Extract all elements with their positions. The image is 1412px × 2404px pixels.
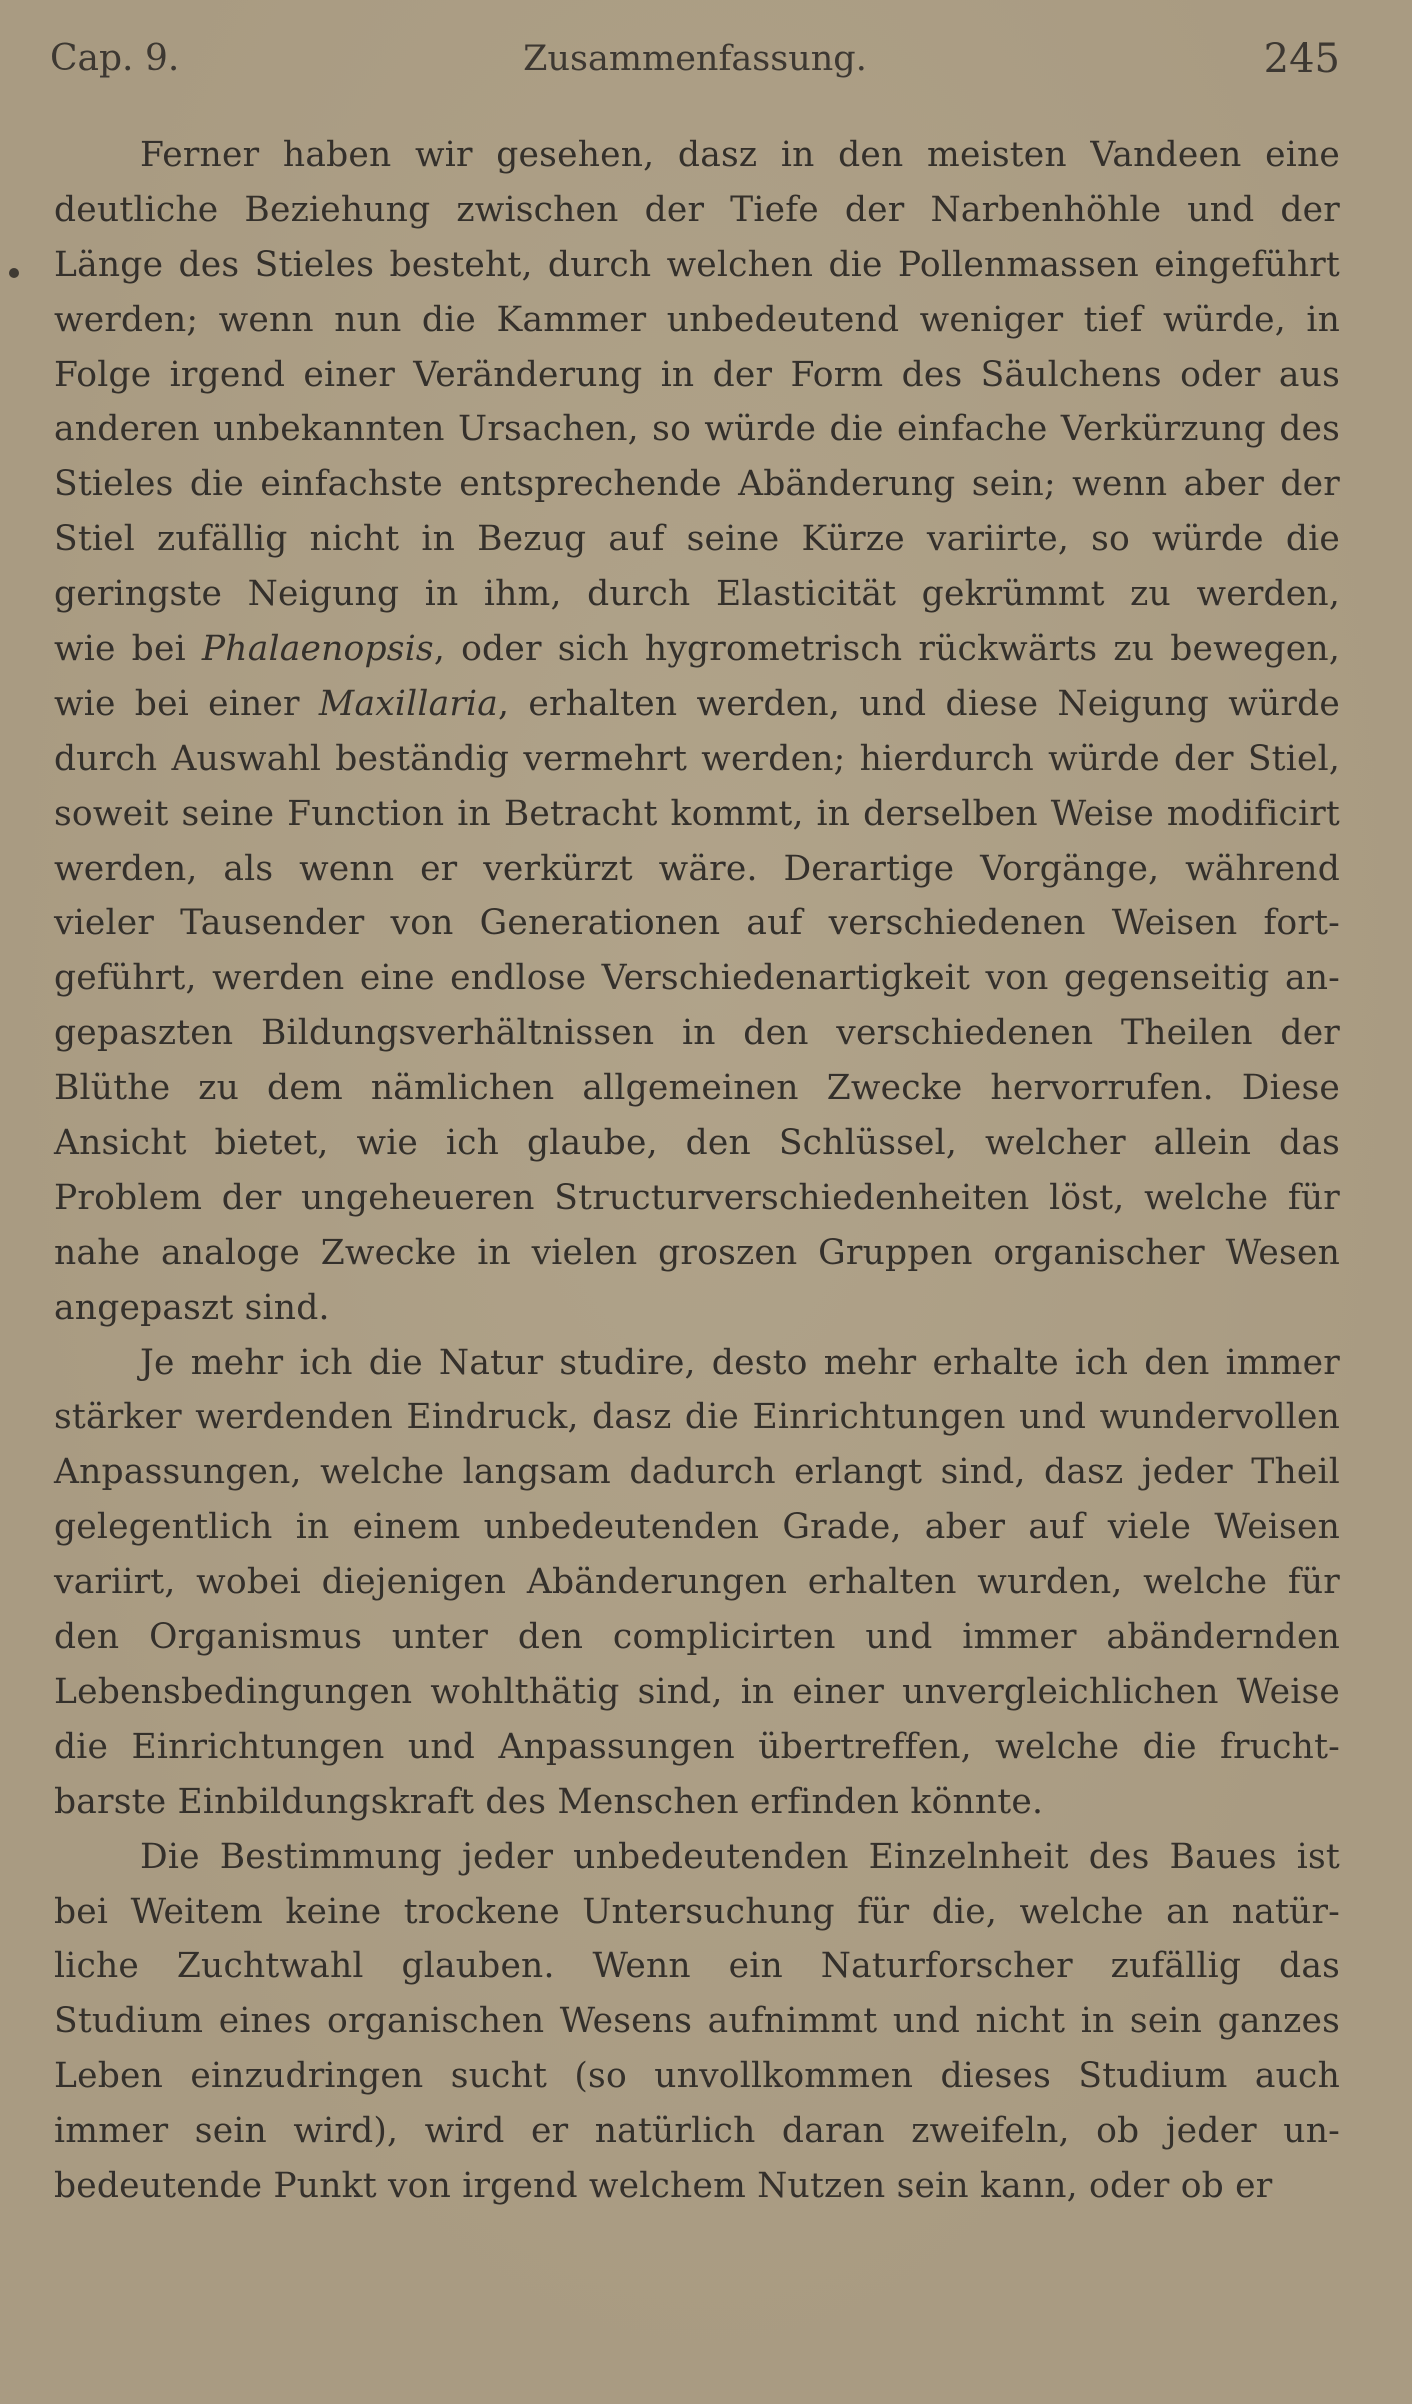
text-line: wie bei Phalaenopsis, oder sich hygrometrisch rückwärts zu bewegen, bbox=[54, 629, 1340, 670]
paragraph bbox=[54, 1830, 1340, 2214]
text-line: durch Auswahl beständig vermehrt werden; hierdurch würde der Stiel, bbox=[54, 738, 1340, 779]
text-line: Länge des Stieles besteht, durch welchen die Pollenmassen eingeführt bbox=[54, 244, 1340, 285]
text-line: Blüthe zu dem nämlichen allgemeinen Zwecke hervorrufen. Diese bbox=[54, 1068, 1340, 1109]
italic-term: Maxillaria bbox=[318, 683, 499, 724]
text-line: bei Weitem keine trockene Untersuchung für die, welche an natür- bbox=[54, 1891, 1340, 1932]
text-line: deutliche Beziehung zwischen der Tiefe der Narbenhöhle und der bbox=[54, 189, 1340, 230]
text-line: Die Bestimmung jeder unbedeutenden Einzelnheit des Baues ist bbox=[140, 1836, 1340, 1877]
text-line: Ansicht bietet, wie ich glaube, den Schlüssel, welcher allein das bbox=[54, 1123, 1340, 1164]
text-line: Stiel zufällig nicht in Bezug auf seine Kürze variirte, so würde die bbox=[54, 519, 1340, 560]
text-line: nahe analoge Zwecke in vielen groszen Gruppen organischer Wesen bbox=[54, 1232, 1340, 1273]
italic-term: Phalaenopsis bbox=[201, 629, 434, 670]
text-line: die Einrichtungen und Anpassungen übertreffen, welche die frucht- bbox=[54, 1726, 1340, 1767]
text-line: werden; wenn nun die Kammer unbedeutend weniger tief würde, in bbox=[54, 299, 1340, 340]
text-line: werden, als wenn er verkürzt wäre. Derartige Vorgänge, während bbox=[54, 848, 1340, 889]
section-title: Zusammenfassung. bbox=[523, 39, 867, 79]
text-line: vieler Tausender von Generationen auf verschiedenen Weisen fort- bbox=[54, 903, 1340, 944]
text-line: Studium eines organischen Wesens aufnimmt und nicht in sein ganzes bbox=[54, 2001, 1340, 2042]
text-line: barste Einbildungskraft des Menschen erfinden könnte. bbox=[54, 1781, 1044, 1822]
text-line: gepaszten Bildungsverhältnissen in den verschiedenen Theilen der bbox=[54, 1013, 1340, 1054]
paragraph bbox=[54, 128, 1340, 1336]
text-line: wie bei einer Maxillaria, erhalten werden, und diese Neigung würde bbox=[54, 683, 1340, 724]
text-line: liche Zuchtwahl glauben. Wenn ein Naturforscher zufällig das bbox=[54, 1946, 1340, 1987]
text-line: geführt, werden eine endlose Verschiedenartigkeit von gegenseitig an- bbox=[54, 958, 1340, 999]
text-line: Folge irgend einer Veränderung in der Form des Säulchens oder aus bbox=[54, 354, 1340, 395]
paragraph bbox=[54, 1336, 1340, 1830]
text-line: immer sein wird), wird er natürlich daran zweifeln, ob jeder un- bbox=[54, 2111, 1340, 2152]
text-line: bedeutende Punkt von irgend welchem Nutzen sein kann, oder ob er bbox=[54, 2165, 1273, 2206]
body-text bbox=[54, 128, 1340, 2214]
text-line: Leben einzudringen sucht (so unvollkommen dieses Studium auch bbox=[54, 2056, 1340, 2097]
text-line: Anpassungen, welche langsam dadurch erlangt sind, dasz jeder Theil bbox=[54, 1452, 1340, 1493]
text-line: variirt, wobei diejenigen Abänderungen erhalten wurden, welche für bbox=[54, 1562, 1340, 1603]
text-line: stärker werdenden Eindruck, dasz die Einrichtungen und wundervollen bbox=[54, 1397, 1340, 1438]
text-line: anderen unbekannten Ursachen, so würde die einfache Verkürzung des bbox=[54, 409, 1340, 450]
text-line: den Organismus unter den complicirten und immer abändernden bbox=[54, 1617, 1340, 1658]
page-number: 245 bbox=[1263, 36, 1340, 82]
text-line: soweit seine Function in Betracht kommt, in derselben Weise modificirt bbox=[54, 793, 1340, 834]
text-line: Lebensbedingungen wohlthätig sind, in einer unvergleichlichen Weise bbox=[54, 1671, 1340, 1712]
text-line: gelegentlich in einem unbedeutenden Grade, aber auf viele Weisen bbox=[54, 1507, 1340, 1548]
text-line: Problem der ungeheueren Structurverschiedenheiten löst, welche für bbox=[54, 1177, 1340, 1218]
text-line: Ferner haben wir gesehen, dasz in den meisten Vandeen eine bbox=[140, 135, 1340, 175]
text-line: Je mehr ich die Natur studire, desto mehr erhalte ich den immer bbox=[140, 1342, 1340, 1383]
margin-mark-icon bbox=[9, 268, 19, 278]
running-header bbox=[50, 34, 1340, 84]
chapter-label: Cap. 9. bbox=[50, 38, 180, 79]
text-line: Stieles die einfachste entsprechende Abänderung sein; wenn aber der bbox=[54, 464, 1340, 505]
text-line: geringste Neigung in ihm, durch Elasticität gekrümmt zu werden, bbox=[54, 574, 1340, 615]
text-line: angepaszt sind. bbox=[54, 1287, 330, 1328]
